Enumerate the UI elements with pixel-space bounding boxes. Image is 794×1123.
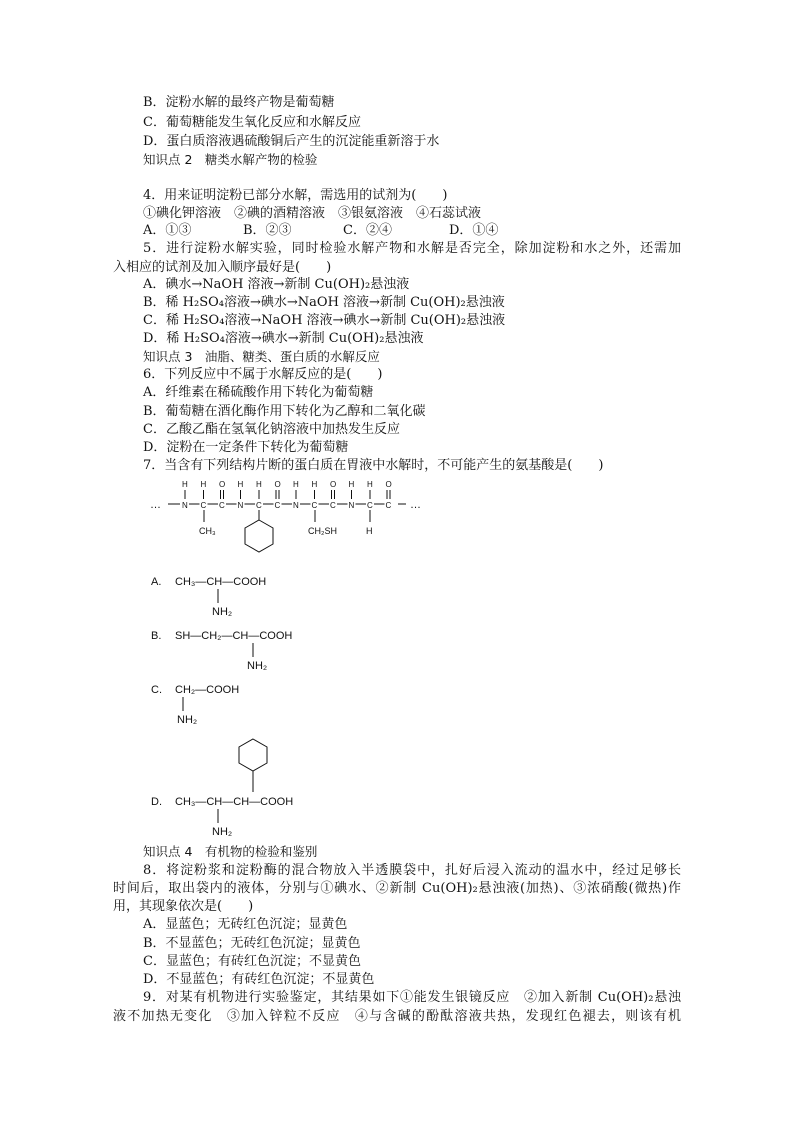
amino-acid-option-b [150, 626, 340, 676]
chain-backbone-atom: N [237, 501, 244, 510]
chain-phenyl-ring [245, 520, 273, 552]
chain-top-atom: H [293, 480, 299, 489]
chain-backbone-atom: C [219, 501, 225, 510]
question-5-option-b: B．稀 H₂SO₄溶液→碘水→NaOH 溶液→新制 Cu(OH)₂悬浊液 [143, 295, 505, 310]
chain-backbone-atom: N [182, 501, 188, 510]
knowledge-point-2-title: 知识点 2 糖类水解产物的检验 [143, 152, 318, 167]
option-a-formula: CH₃—CH—COOH [175, 576, 267, 588]
question-5-option-c: C．稀 H₂SO₄溶液→NaOH 溶液→碘水→新制 Cu(OH)₂悬浊液 [143, 313, 506, 328]
question-6-option-b: B．葡萄糖在酒化酶作用下转化为乙醇和二氧化碳 [143, 404, 426, 419]
question-6-option-c: C．乙酸乙酯在氢氧化钠溶液中加热发生反应 [143, 422, 400, 437]
peptide-chain-structure [148, 476, 438, 546]
question-5-stem-line1: 5．进行淀粉水解实验，同时检验水解产物和水解是否完全，除加淀粉和水之外，还需加 [143, 241, 681, 256]
option-c-text: C．葡萄糖能发生氧化反应和水解反应 [143, 115, 361, 130]
chain-top-atom: H [237, 480, 244, 489]
chain-top-atom: O [219, 480, 226, 489]
chain-backbone-atom: C [274, 501, 281, 510]
question-4-choice-c: C．②④ [343, 223, 392, 238]
amino-acid-option-a [150, 572, 300, 622]
question-9-line1: 9．对某有机物进行实验鉴定，其结果如下①能发生银镜反应 ②加入新制 Cu(OH)₂悬浊 [143, 990, 681, 1005]
question-8-option-c: C．显蓝色；有砖红色沉淀；不显黄色 [143, 954, 361, 969]
chain-top-atom: H [182, 480, 188, 489]
option-b-text: B．淀粉水解的最终产物是葡萄糖 [143, 95, 335, 110]
option-d-formula: CH₃—CH—CH—COOH [175, 796, 294, 808]
substituent-ch2sh: CH₂SH [308, 526, 337, 536]
chain-ellipsis-right: … [410, 499, 421, 511]
chain-backbone-atom: N [293, 501, 299, 510]
question-4-stem: 4．用来证明淀粉已部分水解，需选用的试剂为( ) [143, 188, 448, 203]
question-5-option-a: A．碘水→NaOH 溶液→新制 Cu(OH)₂悬浊液 [143, 277, 410, 292]
option-d-nh2: NH₂ [212, 826, 233, 838]
chain-top-atom: O [330, 480, 337, 489]
question-8-line3: 用，其现象依次是( ) [113, 899, 254, 914]
option-b-nh2: NH₂ [247, 660, 268, 672]
question-8-option-a: A．显蓝色；无砖红色沉淀；显黄色 [143, 917, 348, 932]
question-5-stem-line2: 入相应的试剂及加入顺序最好是( ) [113, 260, 332, 275]
option-d-label: D. [151, 796, 162, 808]
question-4-reagents: ①碘化钾溶液 ②碘的酒精溶液 ③银氨溶液 ④石蕊试液 [143, 206, 482, 221]
option-c-label: C. [151, 684, 162, 696]
chain-backbone-atom: C [200, 501, 207, 510]
question-6-option-d: D．淀粉在一定条件下转化为葡萄糖 [143, 440, 349, 455]
chain-top-atom: H [348, 480, 355, 489]
option-c-nh2: NH₂ [177, 714, 198, 726]
question-6-stem: 6．下列反应中不属于水解反应的是( ) [143, 367, 383, 382]
chain-backbone-atom: C [256, 501, 262, 510]
knowledge-point-3-title: 知识点 3 油脂、糖类、蛋白质的水解反应 [143, 349, 380, 364]
knowledge-point-4-title: 知识点 4 有机物的检验和鉴别 [143, 844, 318, 859]
chain-backbone-atom: C [385, 501, 392, 510]
question-4-choice-d: D．①④ [449, 223, 499, 238]
chain-backbone-atom: C [367, 501, 373, 510]
question-8-option-b: B．不显蓝色；无砖红色沉淀；显黄色 [143, 936, 361, 951]
question-9-line2: 液不加热无变化 ③加入锌粒不反应 ④与含碱的酚酞溶液共热，发现红色褪去，则该有机 [113, 1009, 681, 1024]
chain-backbone-atom: C [311, 501, 318, 510]
question-7-stem: 7．当含有下列结构片断的蛋白质在胃液中水解时，不可能产生的氨基酸是( ) [143, 458, 604, 473]
question-5-option-d: D．稀 H₂SO₄溶液→碘水→新制 Cu(OH)₂悬浊液 [143, 331, 424, 346]
option-c-formula: CH₂—COOH [175, 684, 240, 696]
chain-top-atom: H [256, 480, 262, 489]
amino-acid-option-c [150, 680, 280, 730]
chain-top-atom: H [311, 480, 318, 489]
chain-top-atom: H [367, 480, 373, 489]
chain-top-atom: O [385, 480, 392, 489]
option-d-text: D．蛋白质溶液遇硫酸铜后产生的沉淀能重新溶于水 [143, 134, 440, 149]
substituent-ch3: CH₃ [199, 526, 216, 536]
chain-top-atom: H [200, 480, 207, 489]
amino-acid-option-d [150, 734, 340, 844]
question-8-option-d: D．不显蓝色；有砖红色沉淀；不显黄色 [143, 972, 375, 987]
question-4-choice-b: B．②③ [243, 223, 292, 238]
question-8-line1: 8．将淀粉浆和淀粉酶的混合物放入半透膜袋中，扎好后浸入流动的温水中，经过足够长 [143, 863, 681, 878]
substituent-h: H [366, 526, 373, 536]
chain-ellipsis-left: … [150, 499, 161, 511]
chain-backbone-atom: N [348, 501, 355, 510]
option-d-phenyl-ring [239, 739, 267, 771]
question-6-option-a: A．纤维素在稀硫酸作用下转化为葡萄糖 [143, 385, 374, 400]
option-b-label: B. [151, 630, 162, 642]
option-a-label: A. [151, 576, 162, 588]
question-4-choice-a: A．①③ [143, 223, 192, 238]
chain-backbone-atom: C [330, 501, 336, 510]
question-8-line2: 时间后，取出袋内的液体，分别与①碘水、②新制 Cu(OH)₂悬浊液(加热)、③浓硝酸(微热)作 [113, 881, 681, 896]
chain-top-atom: O [274, 480, 281, 489]
option-a-nh2: NH₂ [212, 606, 233, 618]
option-b-formula: SH—CH₂—CH—COOH [175, 630, 293, 642]
